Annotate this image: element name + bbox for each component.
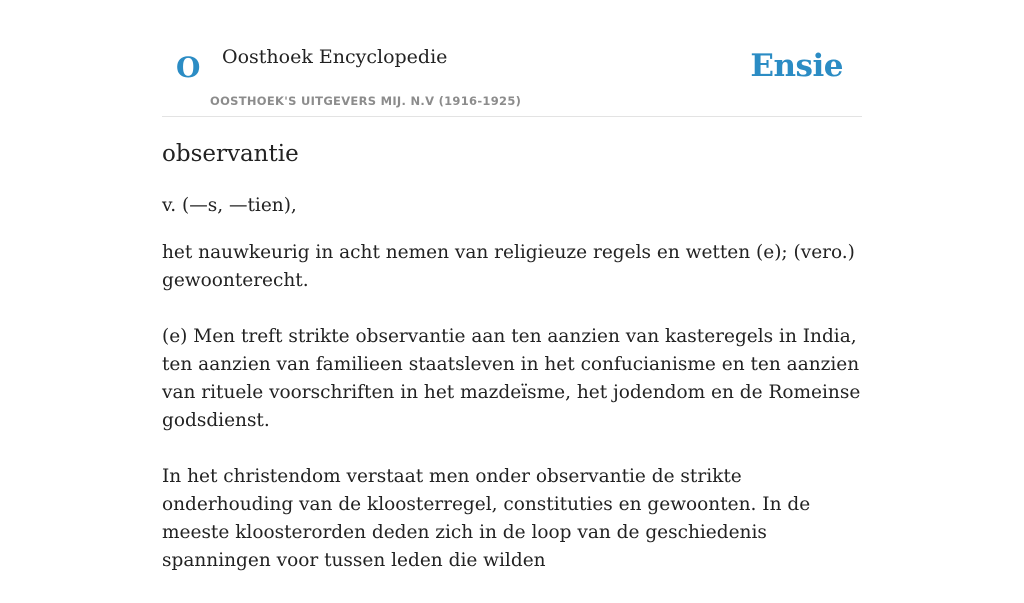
- publisher-label: OOSTHOEK'S UITGEVERS MIJ. N.V (1916-1925): [210, 94, 522, 108]
- letter-index[interactable]: O: [176, 51, 201, 84]
- entry-paragraph: (e) Men treft strikte observantie aan ten aanzien van kasteregels in India, ten aanzien van familieen staatsleven in het confucianisme en ten aanzien van rituele voorschriften in het mazdeïsme, het jodendom en de Romeinse godsdienst.: [162, 326, 861, 431]
- entry-body: [162, 239, 862, 603]
- grammar-info: v. (—s, —tien),: [162, 195, 297, 216]
- entry-title: observantie: [162, 141, 299, 167]
- book-title[interactable]: Oosthoek Encyclopedie: [222, 46, 448, 68]
- entry-paragraph: het nauwkeurig in acht nemen van religieuze regels en wetten (e); (vero.) gewoonterecht.: [162, 242, 855, 291]
- header: [162, 0, 862, 117]
- entry-paragraph: In het christendom verstaat men onder observantie de strikte onderhouding van de kloosterregel, constituties en gewoonten. In de meeste kloosterorden deden zich in de loop van de geschiedenis spanningen voor tussen leden die wilden: [162, 466, 811, 571]
- brand-logo[interactable]: Ensie: [750, 48, 843, 84]
